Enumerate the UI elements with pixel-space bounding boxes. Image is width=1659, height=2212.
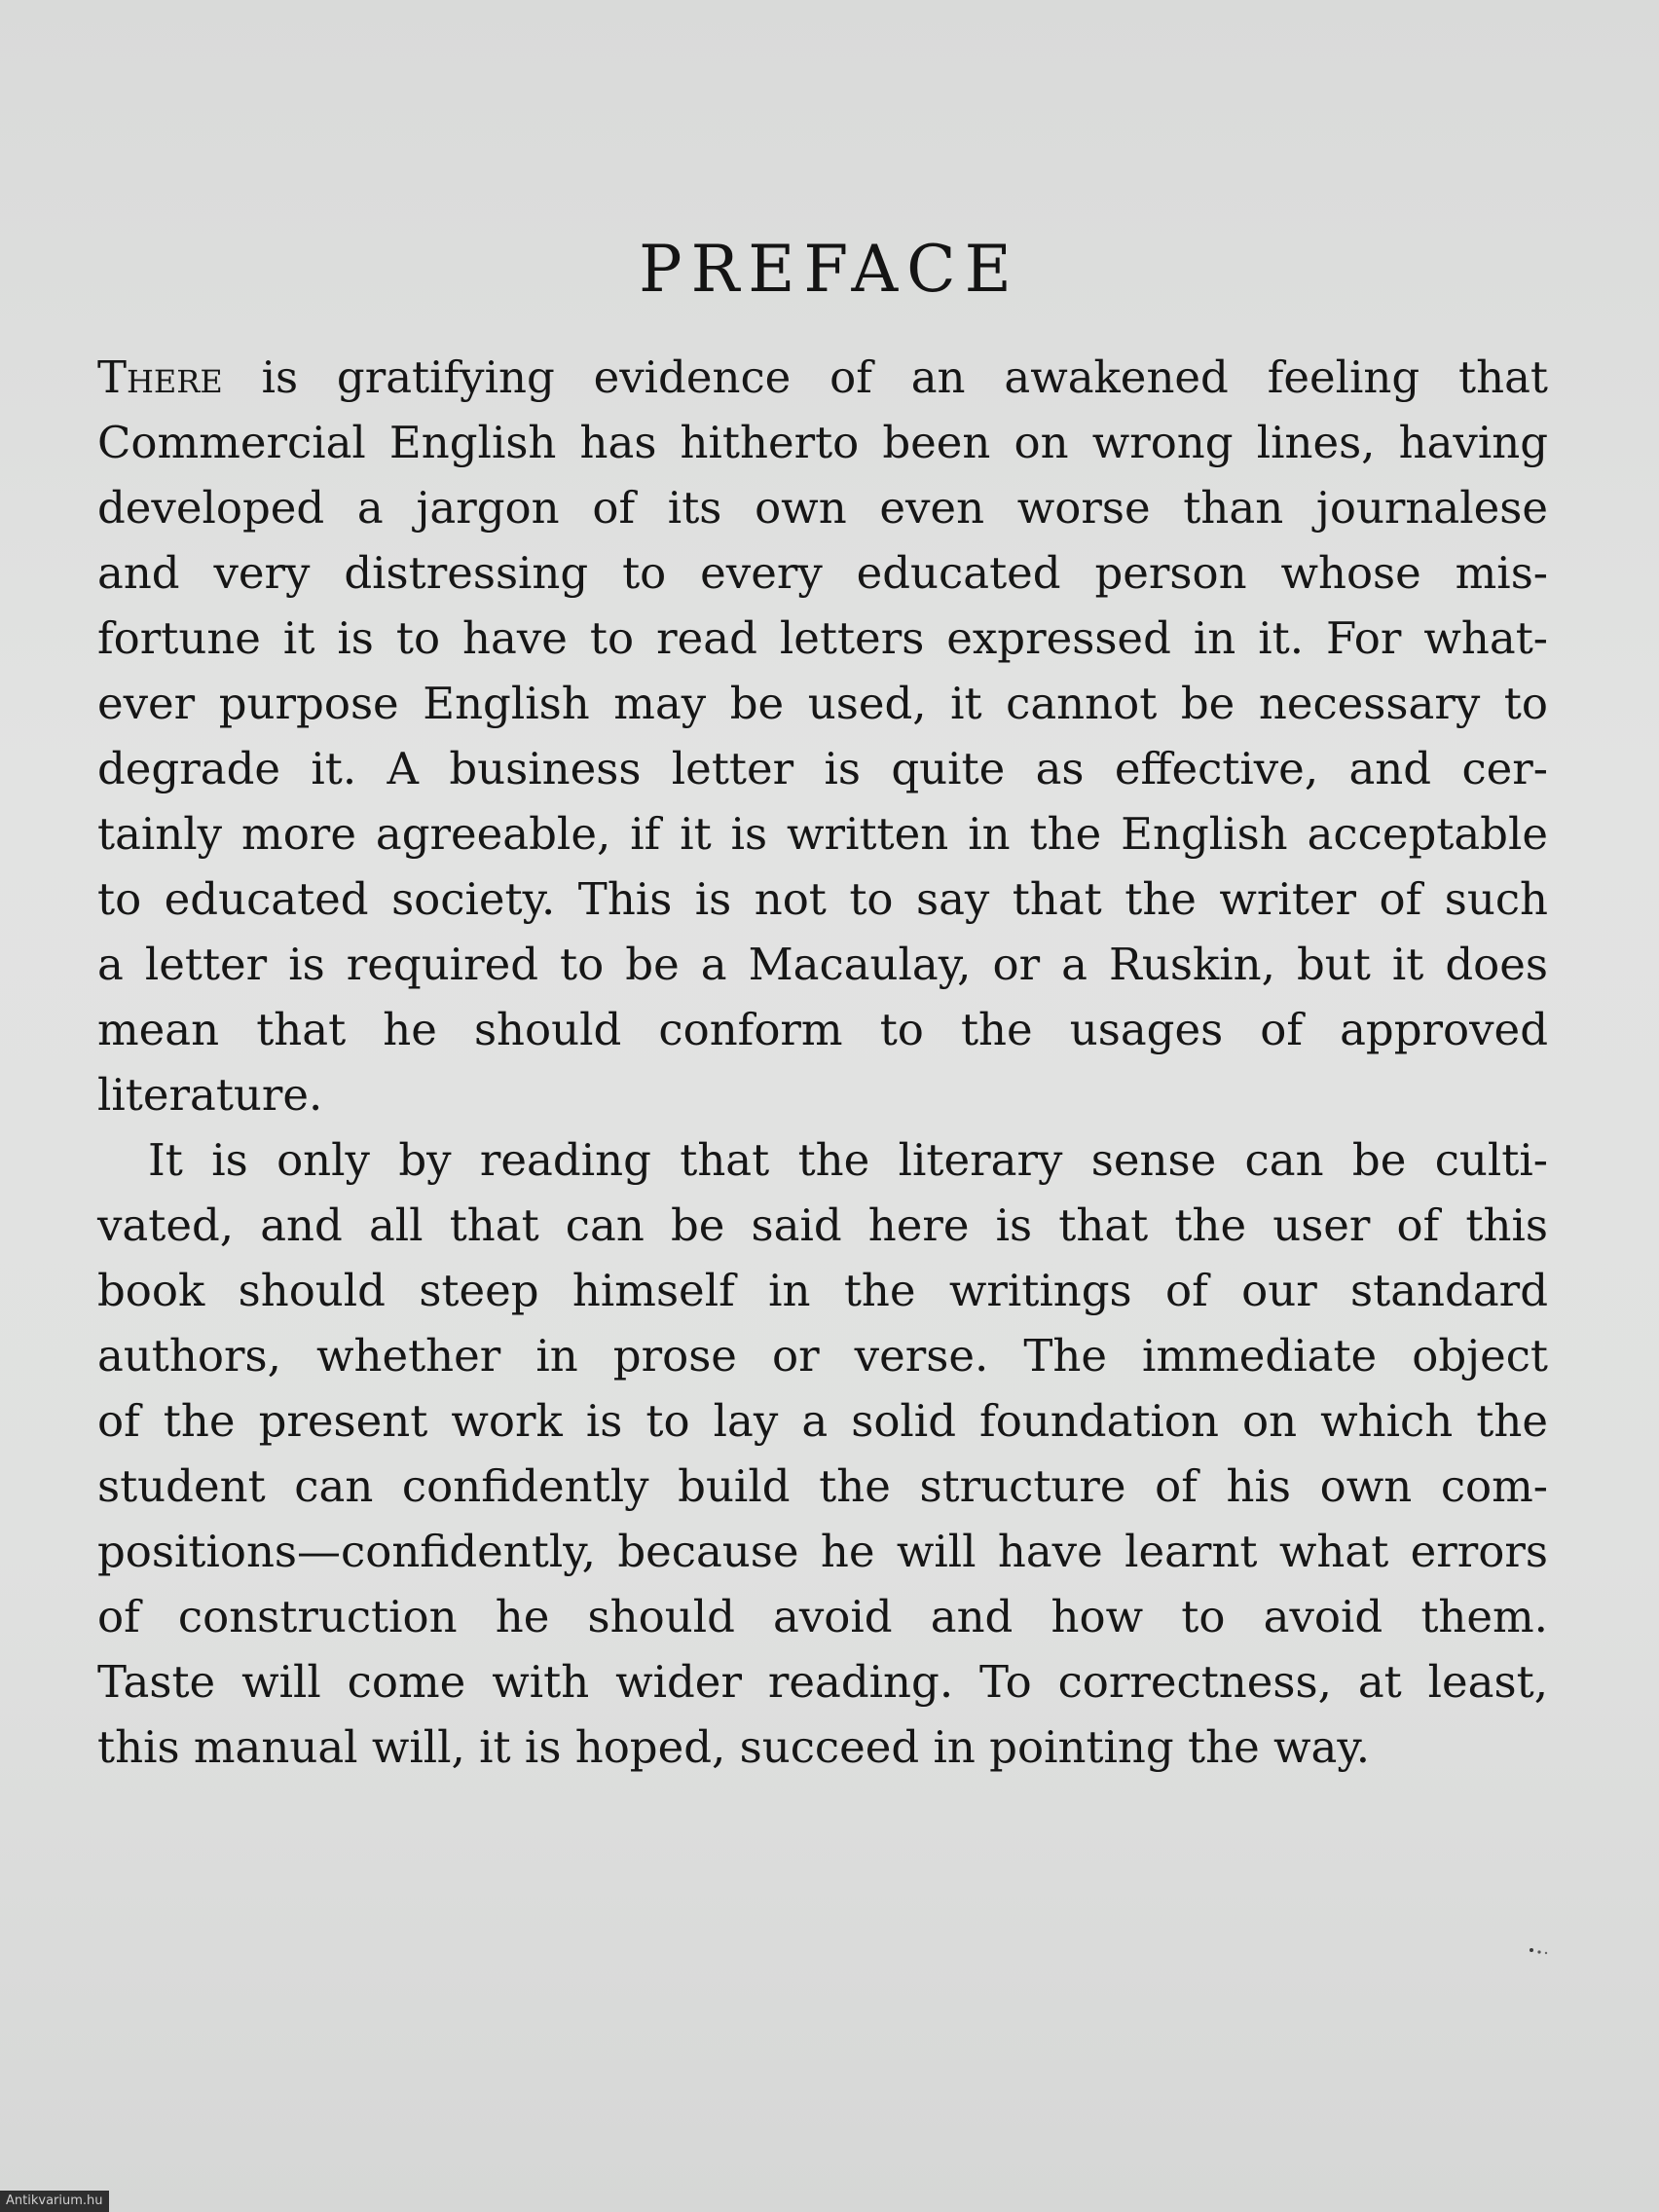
- watermark: Antikvarium.hu: [0, 2191, 109, 2212]
- text-line: vated, and all that can be said here is that the user of this: [97, 1199, 1548, 1251]
- text-line: book should steep himself in the writings of our standard: [97, 1265, 1548, 1316]
- text-line: authors, whether in prose or verse. The immediate object: [97, 1330, 1548, 1382]
- text-line: to educated society. This is not to say that the writer of such: [97, 873, 1548, 925]
- lead-word: There: [97, 351, 223, 403]
- preface-body: [97, 345, 1548, 1780]
- ink-speck-icon: [1529, 1947, 1554, 1957]
- text-line: ever purpose English may be used, it cannot be necessary to: [97, 678, 1548, 729]
- text-line: this manual will, it is hoped, succeed in pointing the way.: [97, 1721, 1371, 1773]
- text-line: of construction he should avoid and how to avoid them.: [97, 1591, 1548, 1642]
- text-line: of the present work is to lay a solid foundation on which the: [97, 1395, 1548, 1447]
- paragraph-1: [97, 345, 1548, 1127]
- text-line: It is only by reading that the literary sense can be culti-: [148, 1134, 1548, 1186]
- text-line: and very distressing to every educated person whose mis-: [97, 547, 1548, 599]
- ink-speck: [1529, 1941, 1554, 1951]
- text-line: There is gratifying evidence of an awakened feeling that: [97, 351, 1548, 403]
- text-line: a letter is required to be a Macaulay, or a Ruskin, but it does: [97, 939, 1548, 990]
- text-line: degrade it. A business letter is quite as effective, and cer-: [97, 743, 1548, 794]
- text-line: fortune it is to have to read letters expressed in it. For what-: [97, 612, 1548, 664]
- text-line: positions—confidently, because he will have learnt what errors: [97, 1526, 1548, 1577]
- text-line: student can confidently build the structure of his own com-: [97, 1460, 1548, 1512]
- text-line: tainly more agreeable, if it is written in the English acceptable: [97, 808, 1548, 860]
- text-line: Commercial English has hitherto been on wrong lines, having: [97, 417, 1548, 468]
- paragraph-2: [97, 1127, 1548, 1780]
- text-line: mean that he should conform to the usages of approved: [97, 1004, 1548, 1055]
- text-line: developed a jargon of its own even worse than journalese: [97, 482, 1548, 534]
- page-title: PREFACE: [639, 232, 1020, 307]
- text-line: literature.: [97, 1069, 323, 1121]
- text-line: Taste will come with wider reading. To correctness, at least,: [97, 1656, 1548, 1708]
